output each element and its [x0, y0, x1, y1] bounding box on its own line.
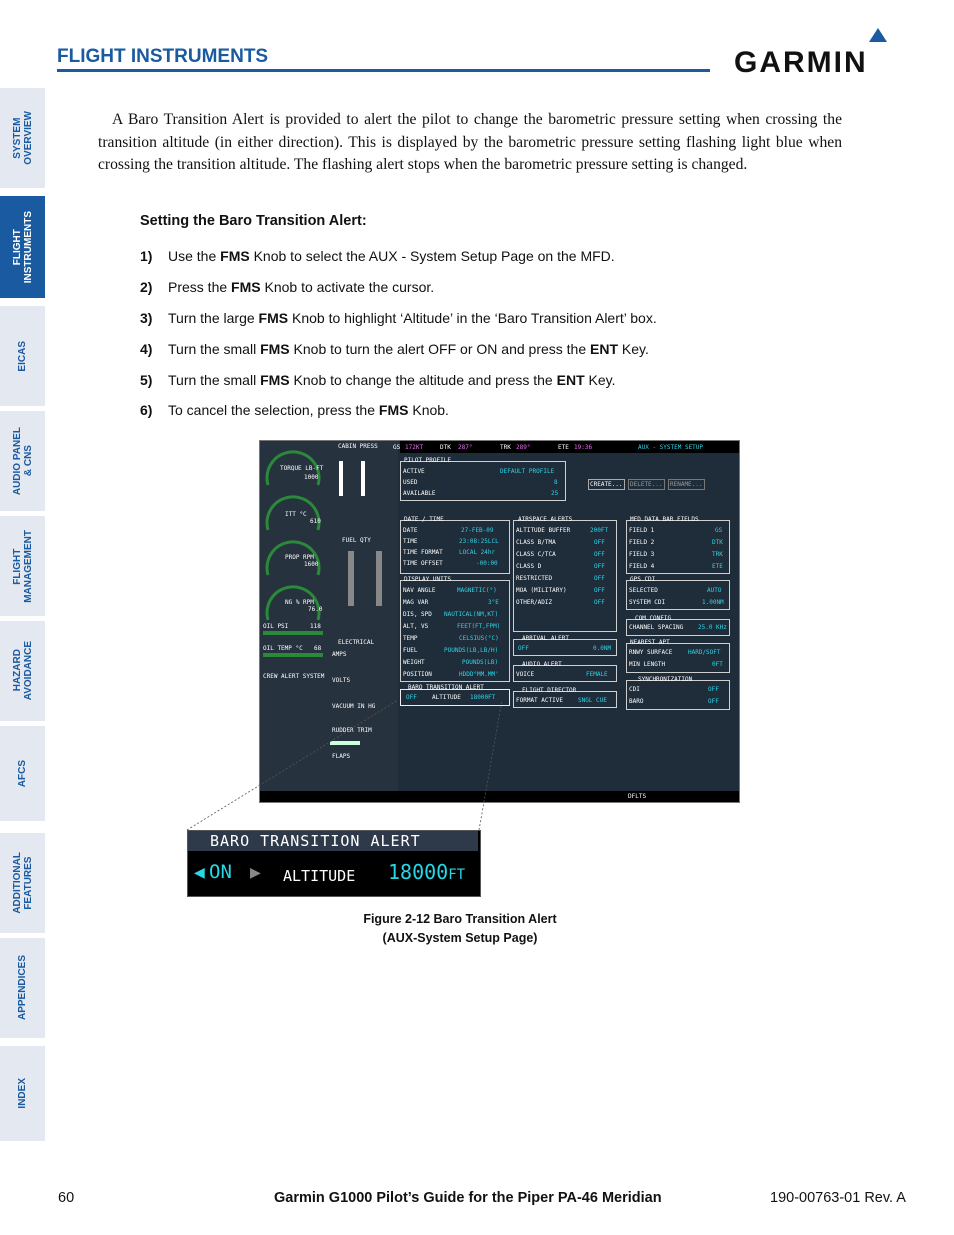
sidebar-item-flight-management[interactable]: FLIGHT MANAGEMENT [0, 516, 45, 616]
sidebar-item-index[interactable]: INDEX [0, 1046, 45, 1141]
sidebar-item-hazard-avoidance[interactable]: HAZARD AVOIDANCE [0, 621, 45, 721]
left-arrow-icon: ◀ [194, 864, 205, 880]
baro-transition-alert-zoom [187, 830, 481, 897]
zoom-title: BARO TRANSITION ALERT [188, 831, 478, 851]
sidebar-item-system-overview[interactable]: SYSTEM OVERVIEW [0, 88, 45, 188]
section-title: FLIGHT INSTRUMENTS [57, 46, 269, 67]
step-3: 3) Turn the large FMS Knob to highlight ‘Altitude’ in the ‘Baro Transition Alert’ box. [140, 310, 657, 326]
sidebar-item-audio-panel[interactable]: AUDIO PANEL & CNS [0, 411, 45, 511]
zoom-state: ON [209, 861, 232, 883]
sidebar-item-flight-instruments[interactable]: FLIGHT INSTRUMENTS [0, 196, 45, 298]
page-number: 60 [58, 1190, 75, 1206]
procedure-heading: Setting the Baro Transition Alert: [140, 213, 367, 229]
step-6: 6) To cancel the selection, press the FMS Knob. [140, 402, 449, 418]
step-4: 4) Turn the small FMS Knob to turn the alert OFF or ON and press the ENT Key. [140, 341, 649, 357]
mfd-aux-system-setup-screenshot: GS 172KT DTK 287° TRK 289° ETE 19:36 AUX - SYSTEM SETUP TORQUE LB-FT 1000 ITT °C 610 PROP RPM 1600 NG % RPM 76.0 OIL PSI 118 OIL TEMP °C 68 CREW ALERT SYSTEM CABIN PRESS FUEL QTY ELECTRICAL AMPS VOLTS VACUUM IN HG RUDDER TRIM FLAPS PILOT PROFILE ACTIVE DEFAULT PROFILE USED 8 AVAILABLE 25 CREATE... DELETE... RENAME... DATE / TIME DATE 27-FEB-09 TIME 23:08:25LCL TIME FORMAT LOCAL 24hr TIME OFFSET -00:00 AIRSPACE ALERTS ALTITUDE BUFFER 200FT CLASS B/TMA OFF CLASS C/TCA OFF CLASS D OFF RESTRICTED OFF MOA (MILITARY) OFF OTHER/ADIZ OFF MFD DATA BAR FIELDS FIELD 1 GS FIELD 2 DTK FIELD 3 TRK FIELD 4 ETE DISPLAY UNITS NAV ANGLE MAGNETIC(°) MAG VAR 3°E DIS, SPD NAUTICAL(NM,KT) ALT, VS FEET(FT,FPM) TEMP CELSIUS(°C) FUEL POUNDS(LB,LB/H) WEIGHT POUNDS(LB) POSITION HDDD°MM.MM' GPS CDI SELECTED AUTO SYSTEM CDI 1.00NM COM CONFIG CHANNEL SPACING 25.0 KHz ARRIVAL ALERT OFF 0.0NM AUDIO ALERT VOICE FEMALE NEAREST APT RNWY SURFACE HARD/SOFT MIN LENGTH 0FT BARO TRANSITION ALERT OFF ALTITUDE 18000FT FLIGHT DIRECTOR FORMAT ACTIVE SNGL CUE SYNCHRONIZATION CDI OFF BARO OFF DFLTS [259, 440, 740, 803]
figure-caption: Figure 2-12 Baro Transition Alert (AUX-System Setup Page) [363, 912, 557, 945]
sidebar-item-additional-features[interactable]: ADDITIONAL FEATURES [0, 833, 45, 933]
body-paragraph: A Baro Transition Alert is provided to alert the pilot to change the barometric pressure setting when crossing the transition altitude (in either direction). This is displayed by the barometric pressure setting flashing light blue when crossing the transition altitude. The flashing alert stops when the barometric pressure setting is changed. [98, 111, 842, 174]
sidebar-item-appendices[interactable]: APPENDICES [0, 938, 45, 1038]
footer-title: Garmin G1000 Pilot’s Guide for the Piper PA-46 Meridian [274, 1190, 662, 1206]
footer-doc-number: 190-00763-01 Rev. A [770, 1190, 906, 1206]
sidebar-item-afcs[interactable]: AFCS [0, 726, 45, 821]
step-5: 5) Turn the small FMS Knob to change the altitude and press the ENT Key. [140, 372, 616, 388]
svg-text:GARMIN: GARMIN [734, 46, 868, 76]
zoom-altitude-value: 18000FT [388, 860, 466, 884]
right-arrow-icon: ▶ [250, 864, 261, 880]
step-2: 2) Press the FMS Knob to activate the cursor. [140, 279, 435, 295]
zoom-altitude-label: ALTITUDE [283, 867, 356, 885]
step-1: 1) Use the FMS Knob to select the AUX - System Setup Page on the MFD. [140, 248, 615, 264]
sidebar-item-eicas[interactable]: EICAS [0, 306, 45, 406]
